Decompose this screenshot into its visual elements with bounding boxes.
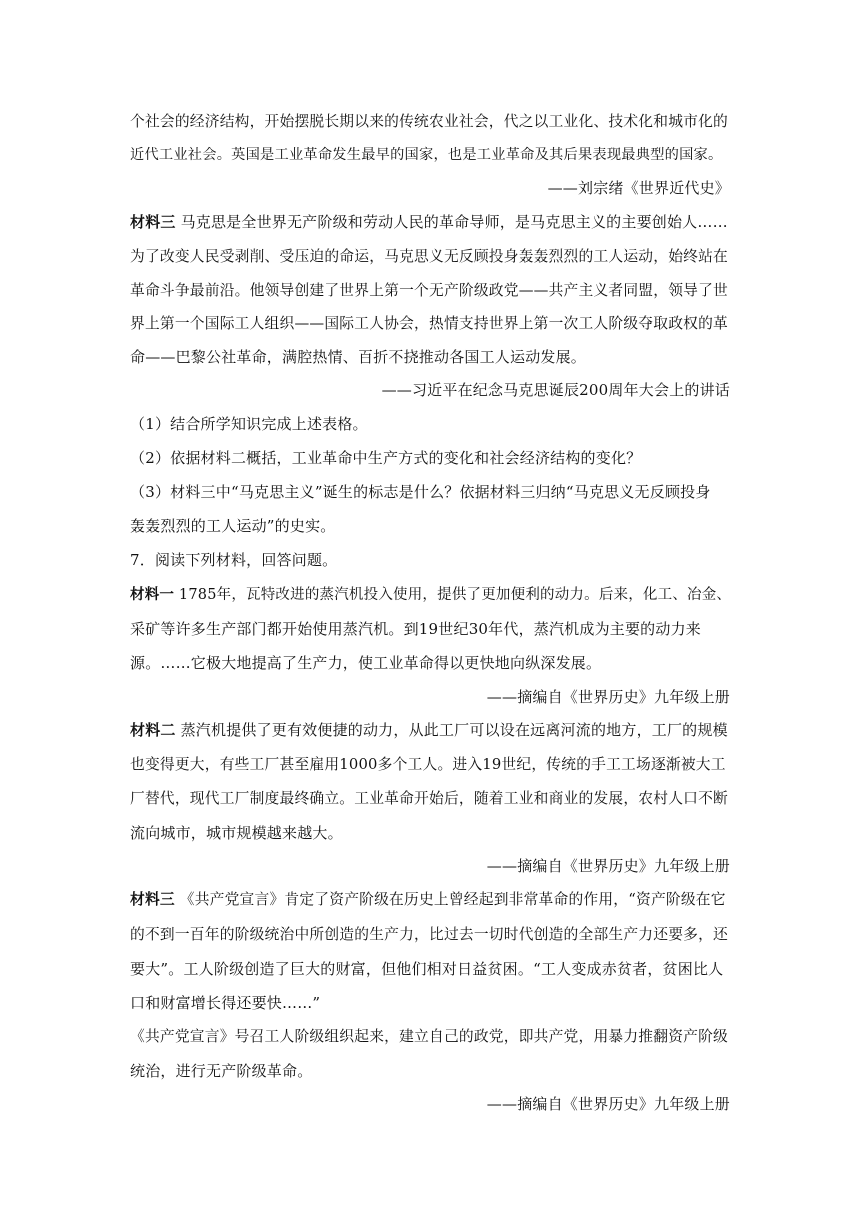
question-1: （1）结合所学知识完成上述表格。 (130, 415, 368, 433)
material-label: 材料三 (130, 891, 175, 908)
text-line: 个社会的经济结构，开始摆脱长期以来的传统农业社会，代之以工业化、技术化和城市化的 (130, 113, 728, 130)
text-line: 要大”。工人阶级创造了巨大的财富，但他们相对日益贫困。“工人变成赤贫者，贫困比人 (130, 960, 724, 978)
question-7-heading: 7．阅读下列材料，回答问题。 (130, 551, 338, 569)
question-2: （2）依据材料二概括，工业革命中生产方式的变化和社会经济结构的变化？ (130, 449, 642, 467)
material-text: 《共产党宣言》肯定了资产阶级在历史上曾经起到非常革命的作用，“资产阶级在它 (174, 891, 726, 908)
text-line: 《共产党宣言》号召工人阶级组织起来，建立自己的政党，即共产党，用暴力推翻资产阶级 (130, 1028, 728, 1045)
citation: ——习近平在纪念马克思诞辰200周年大会上的讲话 (381, 381, 730, 399)
text-line: 厂替代，现代工厂制度最终确立。工业革命开始后，随着工业和商业的发展，农村人口不断 (130, 790, 728, 807)
text-line: 近代工业社会。英国是工业革命发生最早的国家，也是工业革命及其后果表现最典型的国家。 (130, 147, 723, 163)
text-line: 革命斗争最前沿。他领导创建了世界上第一个无产阶级政党——共产主义者同盟，领导了世 (130, 282, 728, 299)
material-heading-line (130, 890, 730, 910)
material-label: 材料一 (130, 586, 175, 603)
material-text: 马克思是全世界无产阶级和劳动人民的革命导师，是马克思主义的主要创始人…… (175, 213, 728, 231)
citation: ——刘宗绪《世界近代史》 (547, 179, 730, 197)
text-line: 界上第一个国际工人组织——国际工人协会，热情支持世界上第一次工人阶级夺取政权的革 (130, 315, 728, 332)
text-line: 轰轰烈烈的工人运动”的史实。 (130, 517, 336, 535)
material-label: 材料三 (130, 213, 176, 231)
text-line: 源。……它极大地提高了生产力，使工业革命得以更快地向纵深发展。 (130, 654, 602, 672)
material-label: 材料二 (130, 721, 176, 739)
material-heading-line (130, 720, 730, 740)
material-text: 1785年，瓦特改进的蒸汽机投入使用，提供了更加便利的动力。后来，化工、冶金、 (174, 587, 732, 603)
text-line: 采矿等许多生产部门都开始使用蒸汽机。到19世纪30年代，蒸汽机成为主要的动力来 (130, 620, 701, 638)
citation: ——摘编自《世界历史》九年级上册 (486, 1095, 730, 1113)
text-line: 也变得更大，有些工厂甚至雇用1000多个工人。进入19世纪，传统的手工工场逐渐被大工 (130, 756, 726, 773)
text-line: 为了改变人民受剥削、受压迫的命运，马克思义无反顾投身轰轰烈烈的工人运动，始终站在 (130, 248, 728, 265)
question-3: （3）材料三中“马克思主义”诞生的标志是什么？依据材料三归纳“马克思义无反顾投身 (130, 483, 711, 501)
text-line: 口和财富增长得还要快……” (130, 994, 321, 1012)
text-line: 统治，进行无产阶级革命。 (130, 1062, 313, 1080)
material-heading-line (130, 212, 730, 232)
text-line: 命——巴黎公社革命，满腔热情、百折不挠推动各国工人运动发展。 (130, 348, 587, 366)
citation: ——摘编自《世界历史》九年级上册 (486, 688, 730, 706)
text-line: 的不到一百年的阶级统治中所创造的生产力，比过去一切时代创造的全部生产力还要多，还 (130, 926, 728, 943)
citation: ——摘编自《世界历史》九年级上册 (486, 857, 730, 875)
text-line: 流向城市，城市规模越来越大。 (130, 824, 343, 842)
material-text: 蒸汽机提供了更有效便捷的动力，从此工厂可以设在远离河流的地方，工厂的规模 (175, 721, 728, 739)
material-heading-line (130, 585, 730, 605)
